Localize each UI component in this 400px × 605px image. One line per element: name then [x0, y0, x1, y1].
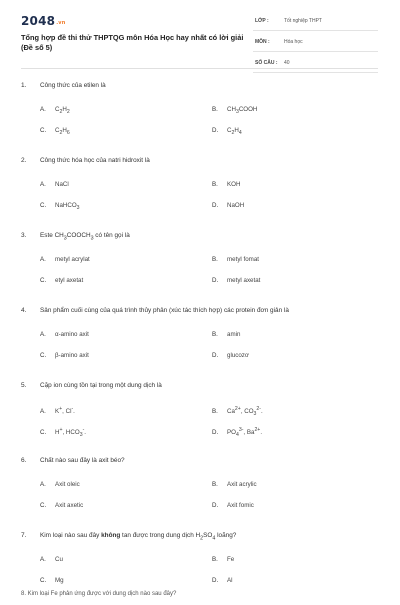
meta-value: 40	[284, 60, 290, 66]
option-letter: A.	[40, 331, 46, 338]
answer-option[interactable]	[40, 256, 90, 263]
option-letter: B.	[212, 256, 218, 263]
option-text: NaCl	[55, 181, 69, 188]
question-item	[0, 455, 400, 530]
option-letter: B.	[212, 408, 218, 416]
answer-option[interactable]	[40, 331, 89, 338]
meta-label: SỐ CÂU :	[255, 60, 278, 66]
option-letter: C.	[40, 127, 47, 134]
answer-option[interactable]	[40, 106, 70, 115]
answer-option[interactable]	[40, 181, 69, 188]
option-letter: B.	[212, 481, 218, 488]
answer-option[interactable]	[212, 277, 260, 284]
option-letter: C.	[40, 502, 47, 509]
answer-option[interactable]	[212, 427, 262, 438]
option-letter: D.	[212, 502, 219, 509]
option-text: α-amino axit	[55, 331, 89, 338]
answer-option[interactable]	[212, 256, 259, 263]
option-text: Cu	[55, 556, 63, 563]
question-item	[0, 80, 400, 155]
question-item	[0, 305, 400, 380]
option-text: $CH_3COOH$	[227, 106, 258, 116]
option-text: H+, $HCO_3^-$.	[55, 427, 87, 439]
answer-option[interactable]	[40, 202, 80, 211]
option-text: Axit fomic	[227, 502, 254, 509]
option-letter: D.	[212, 127, 219, 134]
option-text: $PO_4^{3-}$, $Ba^{2+}$.	[227, 427, 263, 439]
option-letter: D.	[212, 352, 219, 359]
option-text: KOH	[227, 181, 241, 188]
header-divider	[21, 68, 378, 69]
answer-option[interactable]	[212, 331, 240, 338]
answer-option[interactable]	[212, 181, 240, 188]
option-letter: C.	[40, 277, 47, 284]
logo-domain: .vn	[56, 20, 66, 26]
option-text: $C_2H_2$	[55, 106, 70, 116]
question-number: 4.	[21, 307, 27, 314]
option-letter: A.	[40, 481, 46, 488]
answer-option[interactable]	[212, 502, 254, 509]
meta-question-count	[253, 57, 378, 73]
answer-option[interactable]	[212, 406, 263, 417]
option-text: Axit axetic	[55, 502, 84, 509]
option-letter: B.	[212, 331, 218, 338]
answer-option[interactable]	[40, 352, 89, 359]
option-text: amin	[227, 331, 241, 338]
question-text: Chất nào sau đây là axit béo?	[40, 457, 125, 464]
option-text: NaOH	[227, 202, 245, 209]
option-letter: C.	[40, 577, 47, 584]
option-text: metyl axetat	[227, 277, 261, 284]
meta-grade	[253, 15, 378, 31]
answer-option[interactable]	[212, 577, 233, 584]
option-text: NaHCO$_3$	[55, 202, 80, 212]
option-text: etyl axetat	[55, 277, 84, 284]
answer-option[interactable]	[40, 577, 64, 584]
question-item	[0, 380, 400, 455]
meta-value: Tốt nghiệp THPT	[284, 18, 322, 24]
option-text: $C_2H_6$	[55, 127, 70, 137]
answer-option[interactable]	[40, 427, 86, 438]
option-text: metyl fomat	[227, 256, 259, 263]
option-letter: D.	[212, 202, 219, 209]
question-text: Este $CH_3COOCH_3$ có tên gọi là	[40, 232, 130, 242]
option-text: glucozơ	[227, 352, 249, 359]
answer-option[interactable]	[212, 127, 242, 136]
question-number: 5.	[21, 382, 27, 389]
option-text: $C_2H_4$	[227, 127, 242, 137]
option-letter: A.	[40, 408, 46, 416]
option-letter: D.	[212, 277, 219, 284]
question-partial: 8. Kim loại Fe phản ứng được với dung dịch nào sau đây?	[21, 591, 177, 597]
question-number: 7.	[21, 532, 27, 539]
option-letter: D.	[212, 577, 219, 584]
option-text: Mg	[55, 577, 64, 584]
answer-option[interactable]	[212, 481, 257, 488]
page-header	[0, 0, 400, 70]
option-letter: C.	[40, 202, 47, 209]
option-text: Al	[227, 577, 233, 584]
question-number: 1.	[21, 82, 27, 89]
meta-label: LỚP :	[255, 18, 269, 24]
option-letter: B.	[212, 181, 218, 188]
question-text: Sản phẩm cuối cùng của quá trình thủy phân (xúc tác thích hợp) các protein đơn giản là	[40, 307, 289, 314]
option-letter: D.	[212, 429, 219, 437]
question-item	[0, 155, 400, 230]
answer-option[interactable]	[212, 352, 249, 359]
question-number: 6.	[21, 457, 27, 464]
option-letter: A.	[40, 106, 46, 113]
option-text: $Ca^{2+}$, $CO_3^{2-}$.	[227, 406, 263, 418]
question-text: Công thức hóa học của natri hidroxit là	[40, 157, 150, 164]
meta-subject	[253, 36, 378, 52]
option-text: Fe	[227, 556, 235, 563]
site-logo[interactable]	[21, 14, 66, 28]
option-text: Axit acrylic	[227, 481, 257, 488]
meta-value: Hóa học	[284, 39, 303, 45]
option-letter: B.	[212, 106, 218, 113]
meta-label: MÔN :	[255, 39, 270, 45]
question-list	[0, 80, 400, 605]
answer-option[interactable]	[212, 106, 257, 115]
option-letter: C.	[40, 352, 47, 359]
option-letter: A.	[40, 556, 46, 563]
question-number: 3.	[21, 232, 27, 239]
answer-option[interactable]	[212, 202, 244, 209]
question-item	[0, 230, 400, 305]
option-text: metyl acrylat	[55, 256, 90, 263]
question-text: Cặp ion cùng tồn tại trong một dung dịch là	[40, 382, 162, 389]
logo-text: 2048	[21, 14, 56, 28]
question-number: 2.	[21, 157, 27, 164]
document-title: Tổng hợp đề thi thử THPTQG môn Hóa Học hay nhất có lời giải (Đề số 5)	[21, 33, 244, 52]
answer-option[interactable]	[40, 406, 75, 415]
option-letter: C.	[40, 429, 47, 437]
answer-option[interactable]	[40, 277, 83, 284]
answer-option[interactable]	[40, 481, 80, 488]
option-text: K+, Cl-.	[55, 406, 75, 416]
question-text: Công thức của etilen là	[40, 82, 106, 89]
answer-option[interactable]	[212, 556, 234, 563]
answer-option[interactable]	[40, 502, 83, 509]
option-letter: B.	[212, 556, 218, 563]
option-letter: A.	[40, 256, 46, 263]
answer-option[interactable]	[40, 127, 70, 136]
option-letter: A.	[40, 181, 46, 188]
answer-option[interactable]	[40, 556, 63, 563]
question-text: Kim loại nào sau đây không tan được trong dung dịch $H_2SO_4$ loãng?	[40, 532, 237, 542]
option-text: Axit oleic	[55, 481, 80, 488]
option-text: β-amino axit	[55, 352, 89, 359]
